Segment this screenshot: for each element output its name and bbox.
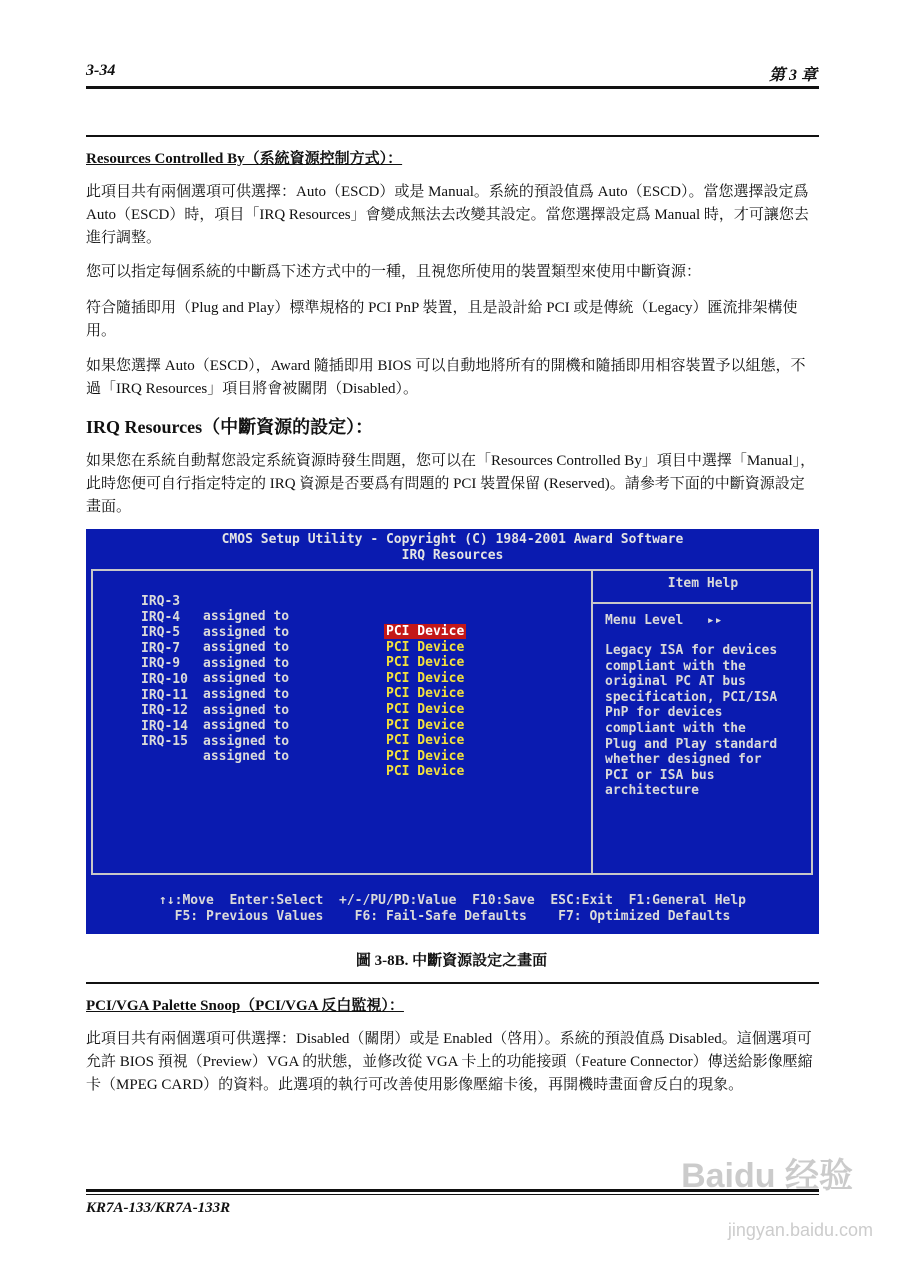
irq-assign: assigned to (203, 703, 290, 718)
irq-label: IRQ-3 (141, 594, 181, 609)
irq-value[interactable]: PCI Device (386, 686, 465, 701)
chapter-label: 第 3 章 (768, 67, 817, 84)
irq-label: IRQ-11 (141, 688, 188, 703)
irq-value-selected[interactable]: PCI Device (386, 624, 465, 639)
irq-value[interactable]: PCI Device (386, 671, 465, 686)
irq-value[interactable]: PCI Device (386, 764, 465, 779)
irq-assign: assigned to (203, 625, 290, 640)
irq-label: IRQ-4 (141, 610, 181, 625)
page-number: 3-34 (86, 62, 116, 79)
header-rule (86, 86, 819, 89)
section-rule (86, 135, 819, 137)
irq-assign: assigned to (203, 609, 290, 624)
bios-title-line2: IRQ Resources (401, 548, 504, 563)
paragraph-palette-snoop: 此項目共有兩個選項可供選擇：Disabled（關閉）或是 Enabled（啓用）。系統的預設值爲 Disabled。這個選項可允許 BIOS 預視（Preview）VGA 的狀態，並修改從 VGA 卡上的功能接頭（Feature Connector）傳送給影像壓縮卡（MPEG CARD）的資料。此選項的執行可改善使用影像壓縮卡後，再開機時畫面會反白的現象。 (86, 1031, 813, 1093)
irq-label: IRQ-10 (141, 672, 188, 687)
irq-value[interactable]: PCI Device (386, 733, 465, 748)
item-help-text: Legacy ISA for devices compliant with the original PC AT bus specification, PCI/ISA PnP for devices compliant with the Plug and Play standard whether designed for PCI or ISA bus architecture (605, 643, 778, 799)
irq-assign: assigned to (203, 656, 290, 671)
irq-assign: assigned to (203, 687, 290, 702)
irq-label: IRQ-9 (141, 656, 181, 671)
irq-value[interactable]: PCI Device (386, 718, 465, 733)
irq-row-15[interactable] (141, 719, 465, 779)
irq-value[interactable]: PCI Device (386, 655, 465, 670)
watermark-logo: Baidu 经验 (681, 1157, 853, 1195)
menu-level: Menu Level ▸▸ (605, 613, 723, 628)
paragraph-resources-3: 符合隨插即用（Plug and Play）標準規格的 PCI PnP 裝置，且是設計給 PCI 或是傳統（Legacy）匯流排架構使用。 (86, 300, 798, 339)
item-help-title: Item Help (667, 576, 739, 591)
bios-screen (86, 529, 819, 934)
bios-footer-keys-2: F5: Previous Values F6: Fail-Safe Defaults F7: Optimized Defaults (174, 909, 731, 924)
irq-label: IRQ-12 (141, 703, 188, 718)
irq-assign: assigned to (203, 734, 290, 749)
irq-value[interactable]: PCI Device (386, 702, 465, 717)
irq-label: IRQ-7 (141, 641, 181, 656)
irq-label: IRQ-5 (141, 625, 181, 640)
paragraph-irq-resources: 如果您在系統自動幫您設定系統資源時發生問題，您可以在「Resources Controlled By」項目中選擇「Manual」，此時您便可自行指定特定的 IRQ 資源是否要爲有問題的 PCI 裝置保留 (Reserved)。請參考下面的中斷資源設定畫面。 (86, 453, 816, 515)
bios-frame (91, 569, 813, 875)
irq-label: IRQ-14 (141, 719, 188, 734)
bios-title-line1: CMOS Setup Utility - Copyright (C) 1984-2001 Award Software (221, 532, 684, 547)
section-title-irq-resources: IRQ Resources（中斷資源的設定）： (86, 417, 374, 437)
model-name: KR7A-133/KR7A-133R (86, 1200, 231, 1216)
irq-value[interactable]: PCI Device (386, 640, 465, 655)
irq-label: IRQ-15 (141, 734, 188, 749)
paragraph-resources-2: 您可以指定每個系統的中斷爲下述方式中的一種，且視您所使用的裝置類型來使用中斷資源： (86, 264, 702, 280)
irq-assign: assigned to (203, 640, 290, 655)
help-title-divider (593, 602, 813, 604)
bios-footer-keys-1: ↑↓:Move Enter:Select +/-/PU/PD:Value F10:Save ESC:Exit F1:General Help (159, 893, 746, 908)
watermark-url: jingyan.baidu.com (727, 1220, 873, 1240)
bios-title (86, 532, 819, 564)
irq-assign: assigned to (203, 671, 290, 686)
figure-caption: 圖 3-8B. 中斷資源設定之畫面 (355, 953, 548, 969)
irq-assign: assigned to (203, 718, 290, 733)
paragraph-resources-4: 如果您選擇 Auto（ESCD），Award 隨插即用 BIOS 可以自動地將所有的開機和隨插即用相容裝置予以組態，不過「IRQ Resources」項目將會被關閉（Disabled）。 (86, 358, 806, 397)
bios-divider (591, 571, 593, 873)
irq-assign: assigned to (203, 749, 290, 764)
section-title-palette-snoop: PCI/VGA Palette Snoop（PCI/VGA 反白監視）： (86, 998, 404, 1014)
irq-value[interactable]: PCI Device (386, 749, 465, 764)
section-title-resources-controlled-by: Resources Controlled By（系統資源控制方式）： (86, 151, 403, 167)
section-rule (86, 982, 819, 984)
paragraph-resources-1: 此項目共有兩個選項可供選擇：Auto（ESCD）或是 Manual。系統的預設值爲 Auto（ESCD）。當您選擇設定爲 Auto（ESCD）時，項目「IRQ Resources」會變成無法去改變其設定。當您選擇設定爲 Manual 時，才可讓您去進行調整。 (86, 184, 809, 246)
